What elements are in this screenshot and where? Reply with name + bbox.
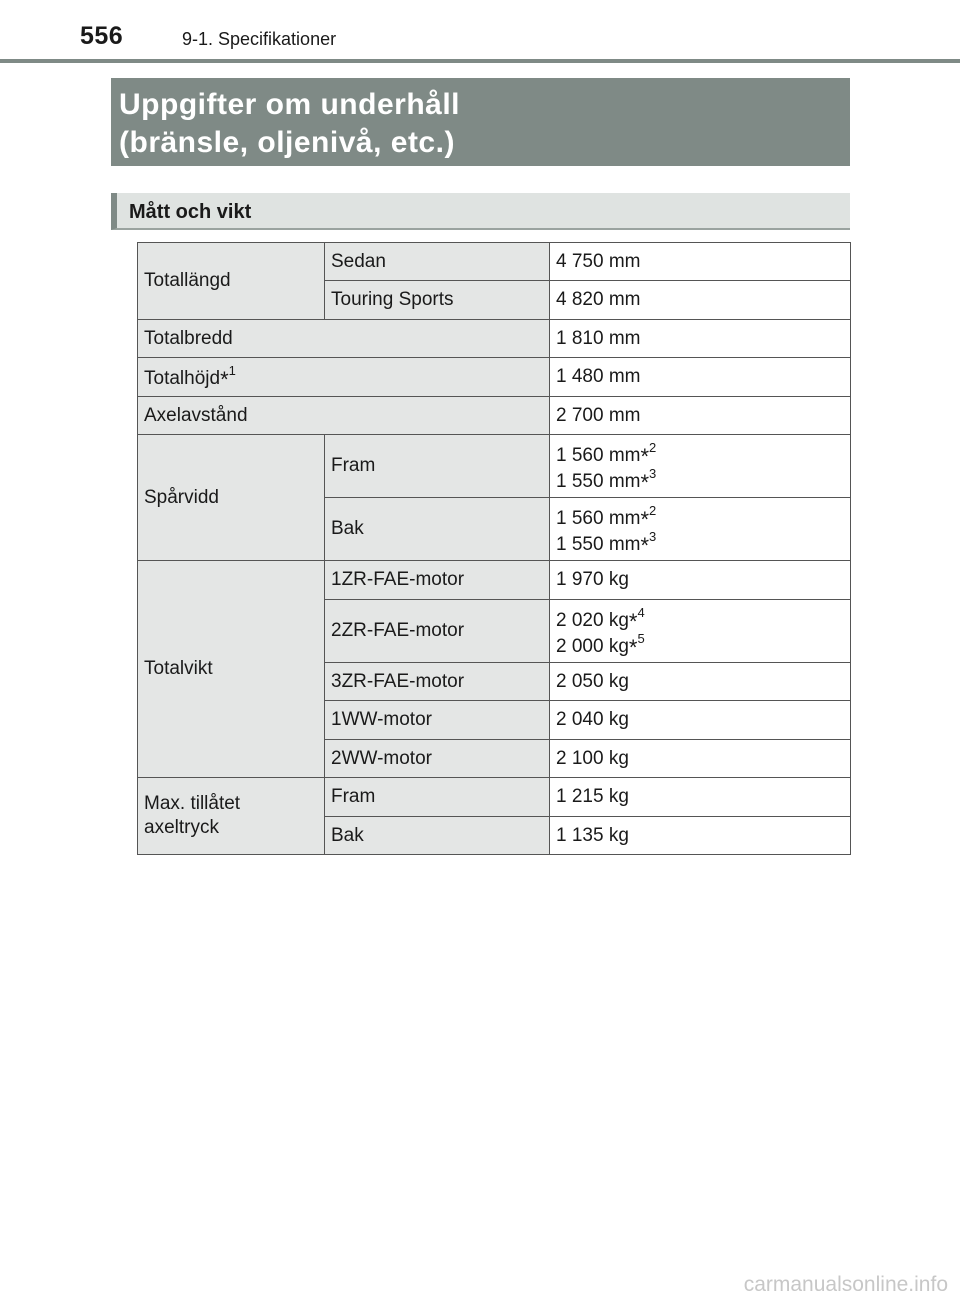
cell-touring-value: 4 820 mm	[550, 281, 851, 320]
table-row	[138, 358, 851, 397]
cell-axeltryck-bak-label: Bak	[325, 817, 550, 855]
cell-sparvidd-fram-label: Fram	[325, 435, 550, 498]
cell-1zr-label: 1ZR-FAE-motor	[325, 561, 550, 600]
watermark: carmanualsonline.info	[743, 1273, 948, 1296]
cell-2ww-value: 2 100 kg	[550, 740, 851, 778]
table-row	[138, 778, 851, 817]
cell-axelavstand-value: 2 700 mm	[550, 397, 851, 435]
cell-sparvidd-bak-label: Bak	[325, 498, 550, 561]
row-label-axeltryck	[138, 778, 325, 855]
footnote-star: *	[640, 507, 650, 532]
row-label-sparvidd: Spårvidd	[138, 435, 325, 561]
axeltryck-label-line-2: axeltryck	[144, 817, 219, 838]
cell-sparvidd-fram-value	[550, 435, 851, 498]
row-label-axelavstand: Axelavstånd	[138, 397, 550, 435]
footnote-ref: 5	[637, 631, 645, 646]
footnote-star: *	[628, 635, 638, 660]
table-row	[138, 243, 851, 281]
table-row	[138, 397, 851, 435]
cell-axeltryck-bak-value: 1 135 kg	[550, 817, 851, 855]
cell-1ww-value: 2 040 kg	[550, 701, 851, 740]
value-line: 2 020 kg	[556, 610, 629, 631]
table-row	[138, 561, 851, 600]
specs-table	[137, 242, 851, 855]
page-number: 556	[80, 22, 124, 50]
cell-2ww-label: 2WW-motor	[325, 740, 550, 778]
footnote-star: *	[640, 533, 650, 558]
cell-totalbredd-value: 1 810 mm	[550, 320, 851, 358]
totalhojd-label: Totalhöjd	[144, 368, 221, 389]
page-title-line-2: (bränsle, oljenivå, etc.)	[119, 126, 455, 159]
footnote-ref: 3	[649, 529, 657, 544]
cell-axeltryck-fram-value: 1 215 kg	[550, 778, 851, 817]
row-label-totalbredd: Totalbredd	[138, 320, 550, 358]
cell-2zr-label: 2ZR-FAE-motor	[325, 600, 550, 663]
footnote-ref: 4	[637, 605, 645, 620]
footnote-star: *	[640, 444, 650, 469]
cell-3zr-label: 3ZR-FAE-motor	[325, 663, 550, 701]
row-label-totalvikt: Totalvikt	[138, 561, 325, 778]
table-row	[138, 435, 851, 498]
footnote-star: *	[640, 470, 650, 495]
cell-2zr-value	[550, 600, 851, 663]
header-rule	[0, 59, 960, 63]
cell-touring-label: Touring Sports	[325, 281, 550, 320]
cell-sparvidd-bak-value	[550, 498, 851, 561]
table-row	[138, 320, 851, 358]
row-label-totallangd: Totallängd	[138, 243, 325, 320]
cell-1ww-label: 1WW-motor	[325, 701, 550, 740]
footnote-ref: 1	[228, 363, 236, 378]
subsection-heading: Mått och vikt	[111, 193, 850, 230]
cell-sedan-label: Sedan	[325, 243, 550, 281]
footnote-ref: 3	[649, 466, 657, 481]
footnote-star: *	[220, 367, 229, 392]
value-line: 1 560 mm	[556, 508, 641, 529]
value-line: 1 550 mm	[556, 534, 641, 555]
cell-axeltryck-fram-label: Fram	[325, 778, 550, 817]
footnote-ref: 2	[649, 440, 657, 455]
page-title	[111, 78, 850, 166]
section-label: 9-1. Specifikationer	[182, 29, 337, 49]
cell-totalhojd-value: 1 480 mm	[550, 358, 851, 397]
cell-1zr-value: 1 970 kg	[550, 561, 851, 600]
value-line: 1 560 mm	[556, 445, 641, 466]
cell-3zr-value: 2 050 kg	[550, 663, 851, 701]
footnote-star: *	[628, 609, 638, 634]
cell-sedan-value: 4 750 mm	[550, 243, 851, 281]
footnote-ref: 2	[649, 503, 657, 518]
axeltryck-label-line-1: Max. tillåtet	[144, 793, 241, 814]
value-line: 1 550 mm	[556, 471, 641, 492]
row-label-totalhojd	[138, 358, 550, 397]
value-line: 2 000 kg	[556, 636, 629, 657]
page-title-line-1: Uppgifter om underhåll	[119, 88, 460, 121]
